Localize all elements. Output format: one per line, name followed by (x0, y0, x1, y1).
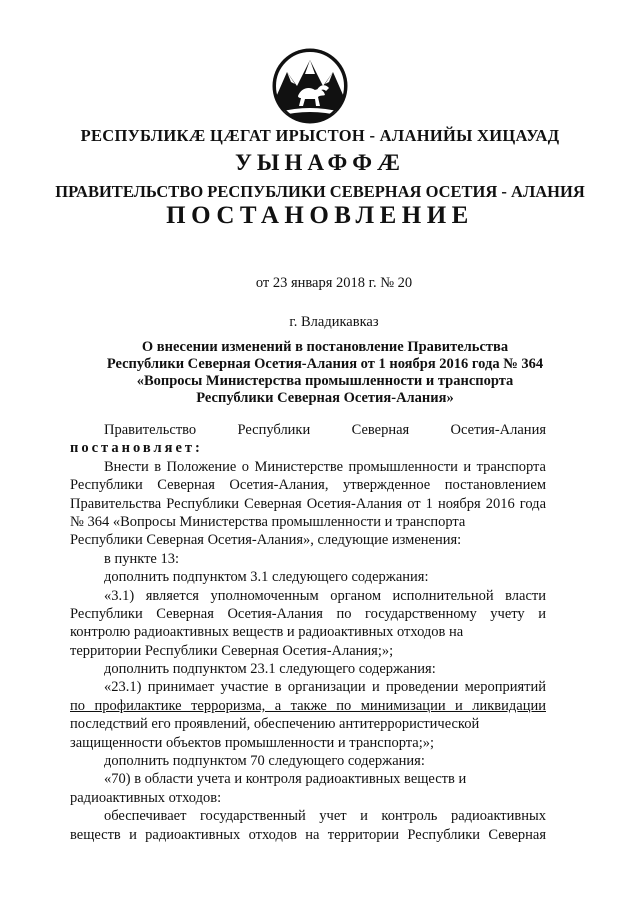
body-line: Республики Северная Осетия-Алания, утвержденное постановлением (70, 477, 546, 494)
body-line: радиоактивных отходов: (70, 789, 222, 806)
intro-word: Правительство (104, 422, 197, 438)
body-line: «70) в области учета и контроля радиоактивных веществ и (104, 771, 467, 788)
body-line: веществ и радиоактивных отходов на территории Республики Северная (70, 826, 546, 843)
body-line: дополнить подпунктом 70 следующего содержания: (104, 753, 425, 770)
intro-word: Осетия-Алания (450, 422, 546, 438)
body-line: последствий его проявлений, обеспечению антитеррористической (70, 716, 480, 733)
body-line: «3.1) является уполномоченным органом исполнительной власти (104, 587, 546, 604)
body-line: в пункте 13: (104, 550, 180, 567)
document-body (70, 421, 546, 844)
resolves-line (70, 439, 546, 457)
intro-word: Республики (237, 422, 311, 438)
body-line: дополнить подпунктом 23.1 следующего содержания: (104, 661, 436, 678)
document-city: г. Владикавказ (289, 314, 379, 330)
document-type: ПОСТАНОВЛЕНИЕ (166, 202, 474, 229)
title-line: Республики Северная Осетия-Алания» (196, 390, 454, 406)
body-line: контролю радиоактивных веществ и радиоактивных отходов на (70, 624, 464, 641)
intro-line (70, 421, 546, 439)
body-line: дополнить подпунктом 3.1 следующего содержания: (104, 569, 429, 586)
government-name: ПРАВИТЕЛЬСТВО РЕСПУБЛИКИ СЕВЕРНАЯ ОСЕТИЯ - АЛАНИЯ (55, 182, 585, 201)
resolution-title-ossetian: УЫНАФФÆ (234, 150, 406, 175)
body-line: Правительства Республики Северная Осетия-Алания от 1 ноября 2016 года (70, 495, 546, 512)
body-line: Республики Северная Осетия-Алания», следующие изменения: (70, 532, 462, 549)
body-line: «23.1) принимает участие в организации и проведении мероприятий (104, 679, 546, 696)
body-line: Республики Северная Осетия-Алания по государственному учету и (70, 605, 546, 622)
body-line: защищенности объектов промышленности и транспорта;»; (70, 734, 435, 751)
body-line: № 364 «Вопросы Министерства промышленности и транспорта (70, 513, 466, 530)
coat-of-arms-icon (271, 46, 349, 126)
body-line: Внести в Положение о Министерстве промышленности и транспорта (104, 458, 546, 475)
title-line: Республики Северная Осетия-Алания от 1 ноября 2016 года № 364 (106, 356, 544, 372)
document-date-number: от 23 января 2018 г. № 20 (255, 275, 413, 291)
body-line: территории Республики Северная Осетия-Алания;»; (70, 642, 394, 659)
title-line: О внесении изменений в постановление Правительства (141, 339, 509, 355)
body-line-underlined: по профилактике терроризма, а также по минимизации и ликвидации (70, 697, 546, 714)
body-line: обеспечивает государственный учет и контроль радиоактивных (104, 808, 546, 825)
republic-name-ossetian: РЕСПУБЛИКÆ ЦÆГАТ ИРЫСТОН - АЛАНИЙЫ ХИЦАУАД (80, 126, 560, 145)
resolves-word: постановляет: (70, 440, 203, 457)
title-line: «Вопросы Министерства промышленности и транспорта (136, 373, 514, 389)
intro-word: Северная (351, 422, 410, 438)
document-title (60, 339, 590, 407)
